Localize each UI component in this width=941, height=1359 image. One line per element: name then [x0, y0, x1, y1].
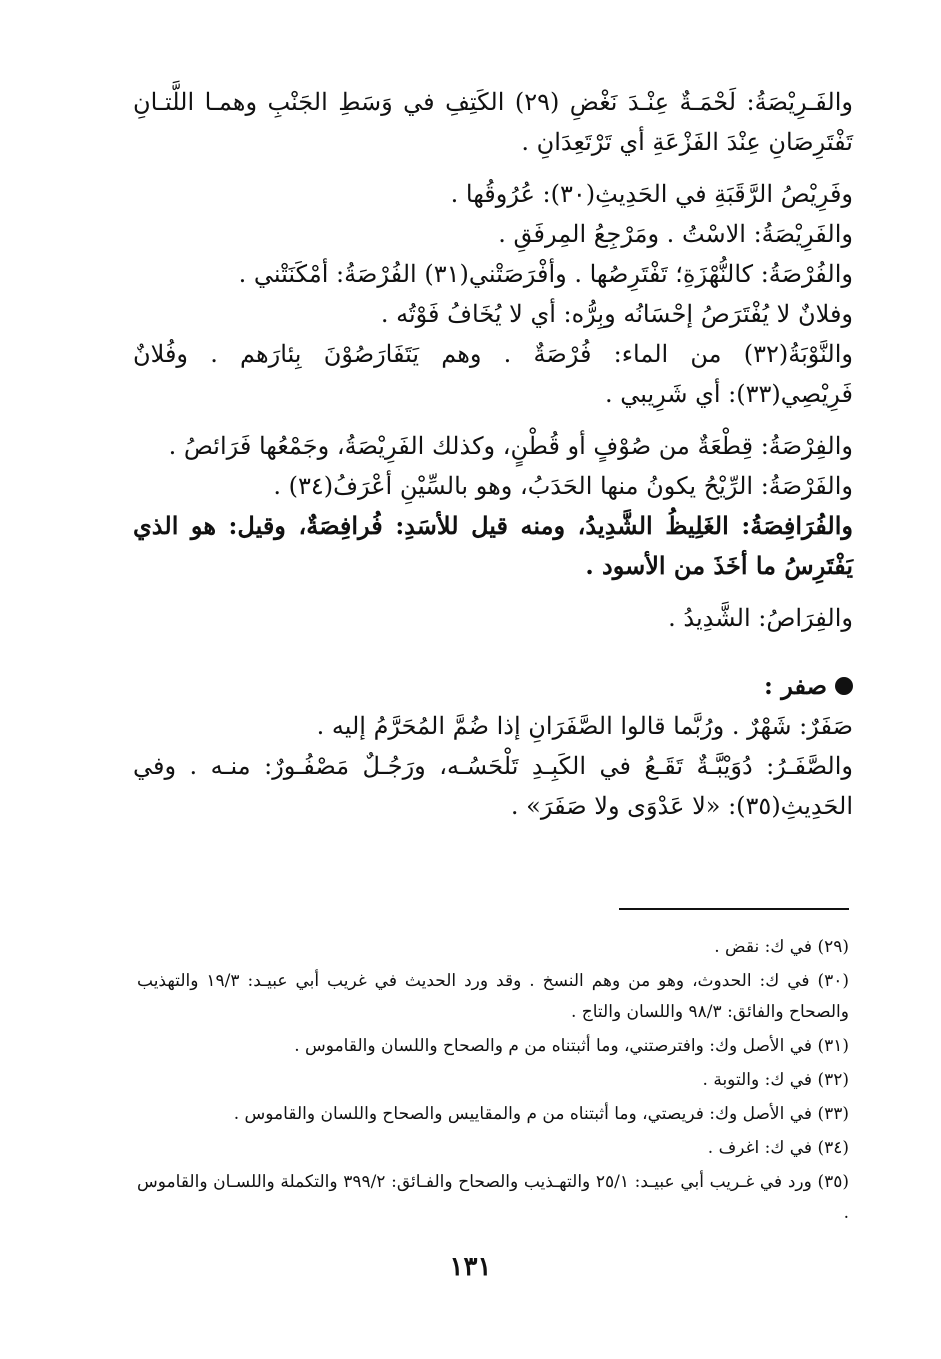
entry-farsa-wind: والفَرْصَةُ: الرِّيْحُ يكونُ منها الحَدَبُ، وهو بالسِّيْنِ أعْرَفُ(٣٤) .	[273, 472, 853, 500]
root-heading-label: صفر :	[764, 671, 827, 700]
entry-firsa-wool: والفِرْصَةُ: قِطْعَةٌ من صُوْفٍ أو قُطْنٍ، وكذلك الفَرِيْصَةُ، وجَمْعُها فَرَائصُ .	[168, 432, 853, 460]
entry-furafisa: والفُرَافِصَةُ: الغَلِيظُ الشَّدِيدُ، ومنه قيل للأسَدِ: فُرافِصَةٌ، وقيل: هو الذي يَفْتَرِسُ ما أخَذَ من الأسود .	[133, 511, 853, 580]
footnote-33: (٣٣) في الأصل وك: فريصتي، وما أثبتناه من م والمقاييس والصحاح واللسان والقاموس .	[233, 1104, 849, 1124]
bullet-icon	[835, 677, 853, 695]
entry-fariisa-est: والفَرِيْصَةُ: الاسْتُ . ومَرْجِعُ المِرفَقِ .	[498, 220, 853, 248]
root-heading-safar	[133, 666, 853, 706]
footnote-29: (٢٩) في ك: نقض .	[714, 937, 849, 957]
entry-safar-month: صَفَرٌ: شَهْرٌ . ورُبَّما قالوا الصَّفَرَانِ إذا ضُمَّ المُحَرَّمُ إليه .	[316, 712, 853, 740]
footnotes	[137, 932, 849, 1232]
footnote-divider	[619, 908, 849, 910]
entry-nawba-water: والنَّوْبَةُ(٣٢) من الماء: فُرْصَةٌ . وهم يَتَفَارَصُوْنَ بِئارَهم . وفُلانٌ فَرِيْصِي(٣٣): أي شَرِيبي .	[133, 340, 853, 408]
footnote-30: (٣٠) في ك: الحدوث، وهو من وهم النسخ . وقد ورد الحديث في غريب أبي عبيـد: ١٩/٣ والتهذيب والصحاح والفائق: ٩٨/٣ واللسان والتاج .	[137, 971, 849, 1022]
footnote-35: (٣٥) ورد في غـريب أبي عبيـد: ٢٥/١ والتهـذيب والصحاح والفـائق: ٣٩٩/٢ والتكملة واللسـان والقاموس .	[137, 1172, 849, 1223]
entry-fariisa-muscle: والفَـرِيْصَةُ: لَحْمَـةٌ عِنْـدَ نَغْضِ (٢٩) الكَتِفِ في وَسَطِ الجَنْبِ وهمـا اللَّتـانِ تَفْتَرِصَانِ عِنْدَ الفَزْعَةِ أي تَرْتَعِدَانِ .	[133, 88, 853, 156]
footnote-32: (٣٢) في ك: والتوبة .	[702, 1070, 849, 1090]
entry-yuftarasu: وفلانٌ لا يُفْتَرَصُ إحْسَانُه وبِرُّه: أي لا يُخَافُ فَوْتُه .	[380, 300, 853, 328]
entry-safar-worm: والصَّفَـرُ: دُوَيْبَّـةٌ تَقَـعُ في الكَبِـدِ تَلْحَسُـه، ورَجُـلٌ مَصْفُـورٌ: منـه . وفي الحَدِيثِ(٣٥): «لا عَدْوَى ولا صَفَرَ» .	[133, 752, 853, 820]
entry-fariis-neck: وفَرِيْصُ الرَّقَبَةِ في الحَدِيثِ(٣٠): عُرُوقُها .	[450, 180, 853, 208]
footnote-31: (٣١) في الأصل وك: وافترصتني، وما أثبتناه من م والصحاح واللسان والقاموس .	[294, 1036, 849, 1056]
entry-firas: والفِرَاصُ: الشَّدِيدُ .	[668, 604, 853, 632]
entry-fursa-chance: والفُرْصَةُ: كالنُّهْزَةِ؛ تَفْتَرِصُها . وأفْرَصَتْني(٣١) الفُرْصَةُ: أمْكَنَتْني .	[238, 260, 853, 288]
footnote-34: (٣٤) في ك: اغرف .	[707, 1138, 849, 1158]
main-text	[133, 82, 853, 826]
page-number: ١٣١	[449, 1252, 492, 1282]
